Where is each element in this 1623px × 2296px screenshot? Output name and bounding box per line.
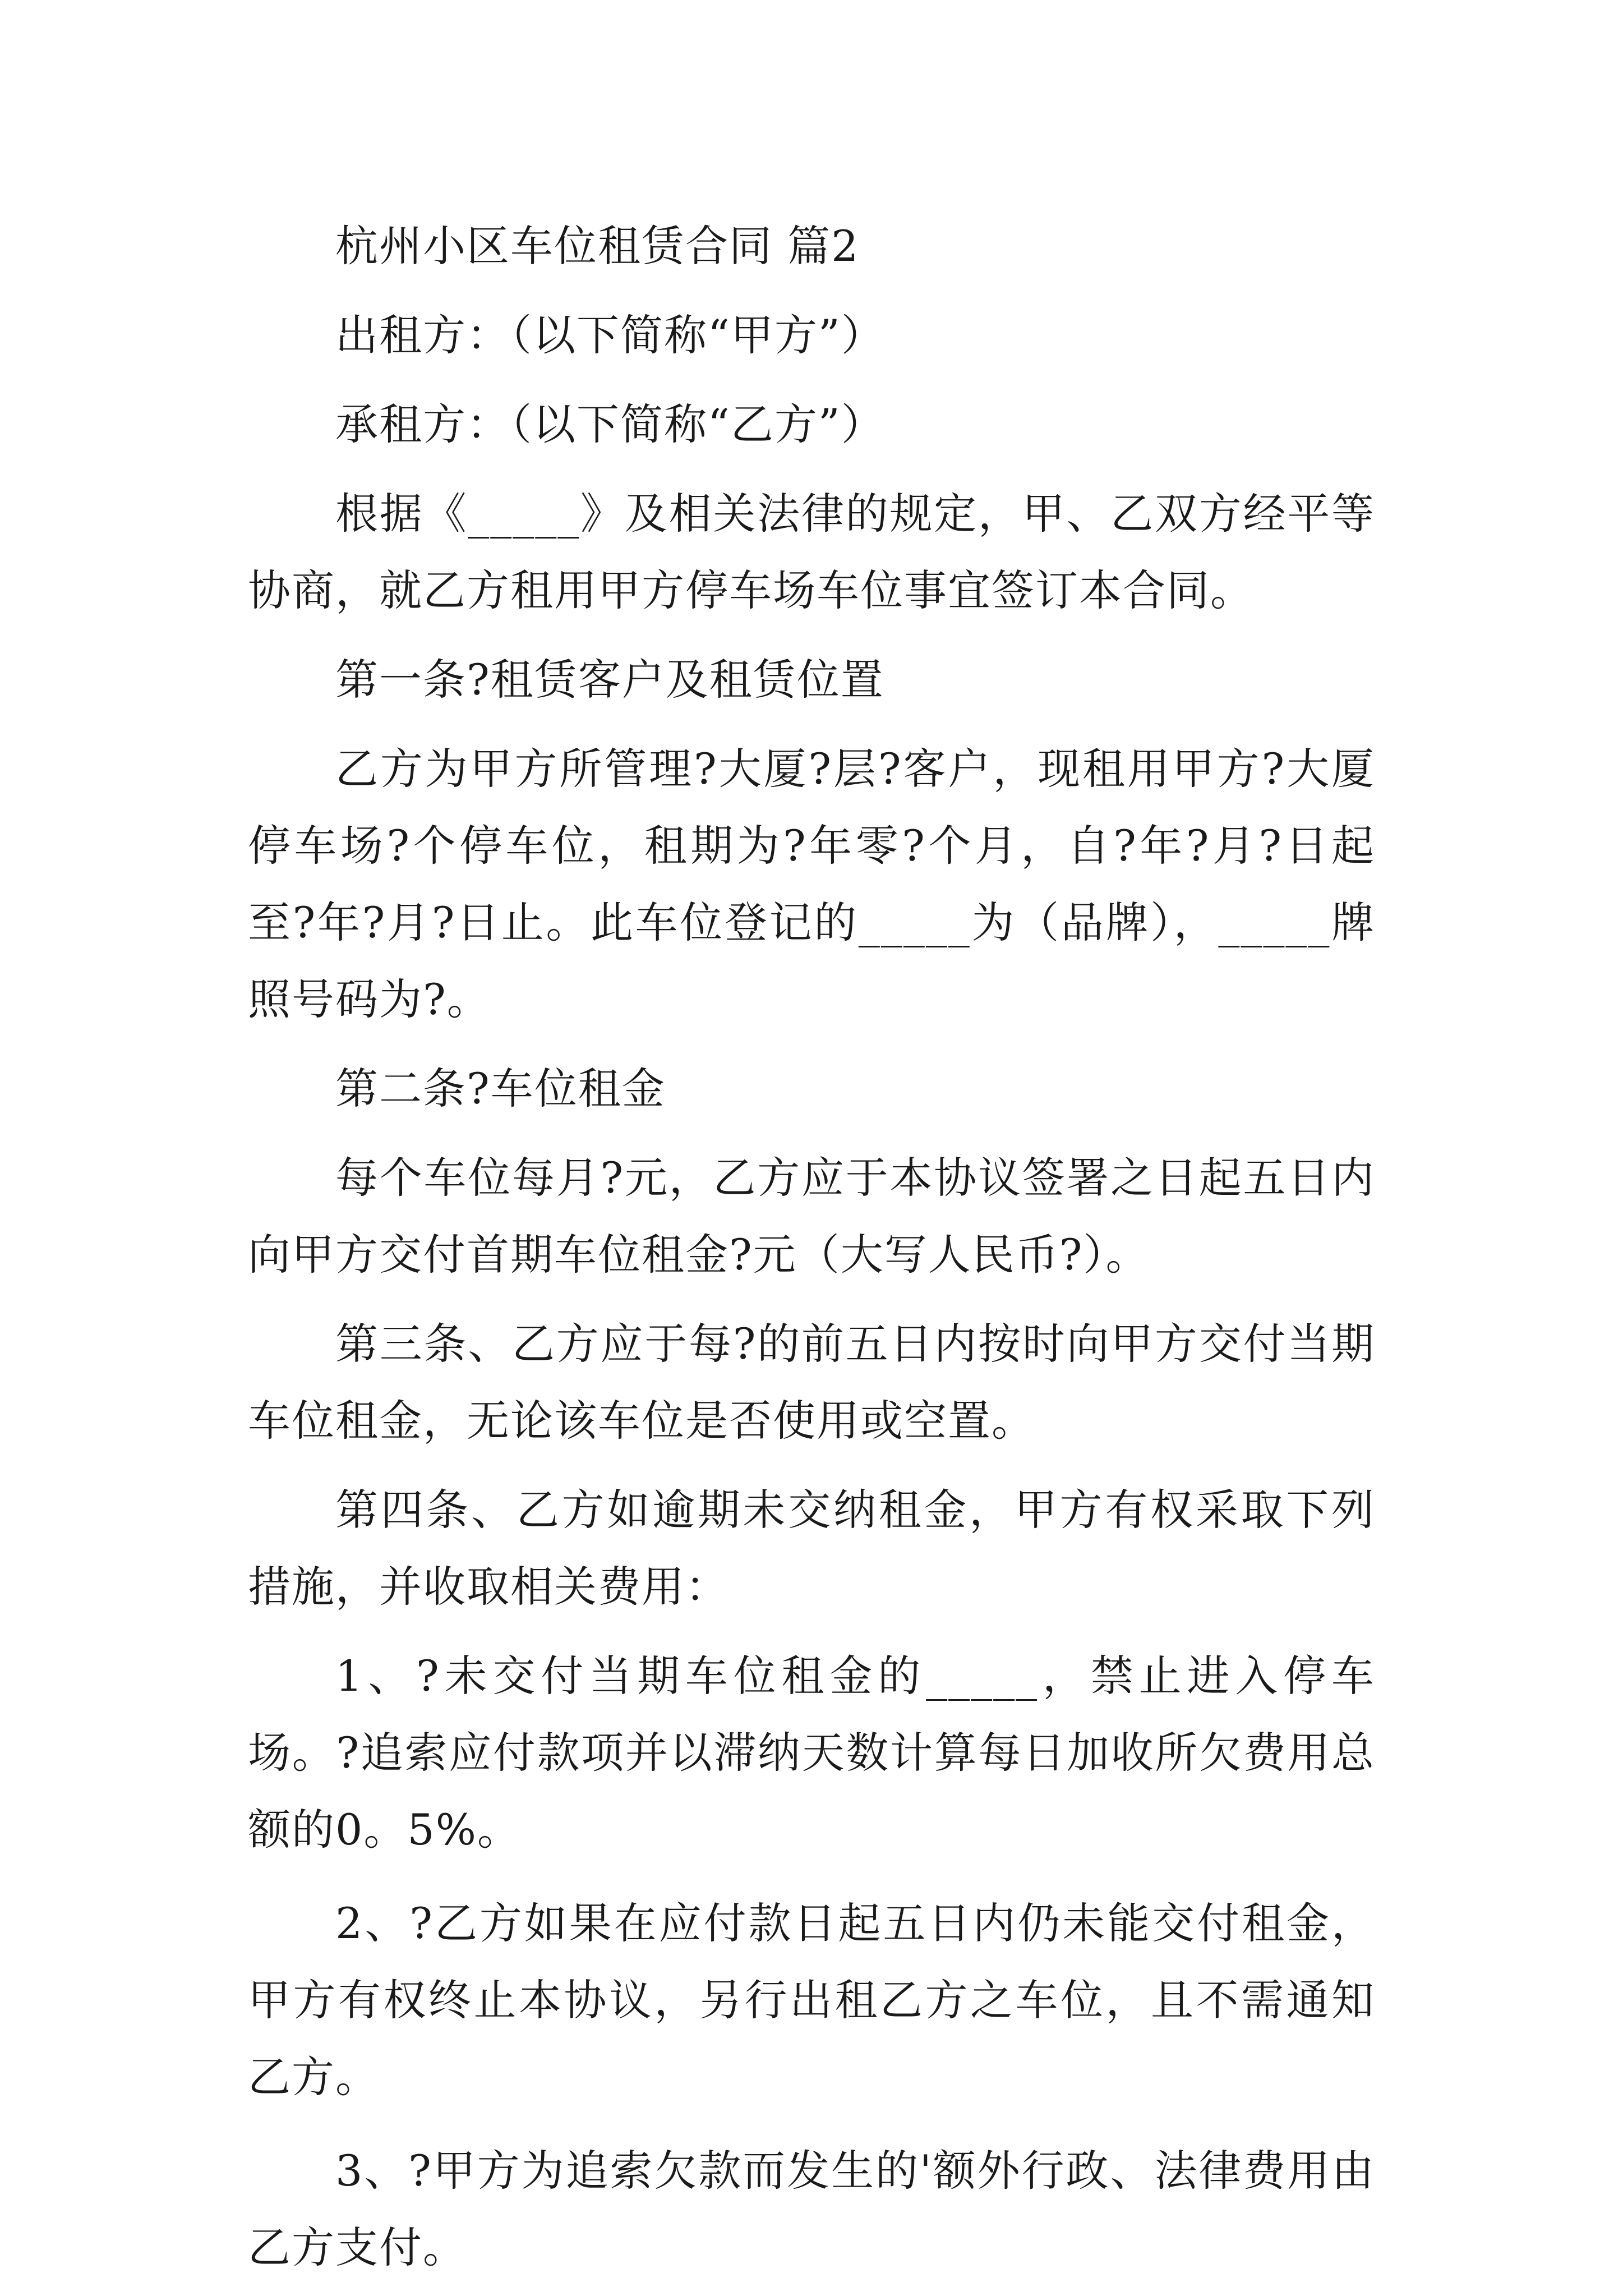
preamble-paragraph: 根据《_____》及相关法律的规定，甲、乙双方经平等协商，就乙方租用甲方停车场车位事宜签订本合同。 bbox=[248, 489, 1375, 615]
article4-paragraph: 第四条、乙方如逾期未交纳租金，甲方有权采取下列措施，并收取相关费用： bbox=[248, 1485, 1375, 1612]
article2-paragraph: 每个车位每月?元，乙方应于本协议签署之日起五日内向甲方交付首期车位租金?元（大写人民币?）。 bbox=[248, 1153, 1375, 1280]
lessee-line: 承租方：（以下简称“乙方”） bbox=[335, 399, 885, 449]
article2-heading: 第二条?车位租金 bbox=[335, 1064, 666, 1114]
document-page bbox=[248, 208, 1375, 2286]
article3-paragraph: 第三条、乙方应于每?的前五日内按时向甲方交付当期车位租金，无论该车位是否使用或空置。 bbox=[248, 1319, 1375, 1446]
article1-paragraph: 乙方为甲方所管理?大厦?层?客户，现租用甲方?大厦停车场?个停车位，租期为?年零?个月，自?年?月?日起至?年?月?日止。此车位登记的_____为（品牌），_____牌照号码为?。 bbox=[248, 744, 1375, 1024]
list-item-2: 2、?乙方如果在应付款日起五日内仍未能交付租金，甲方有权终止本协议，另行出租乙方之车位，且不需通知乙方。 bbox=[248, 1898, 1375, 2102]
list-item-1: 1、?未交付当期车位租金的_____，禁止进入停车场。?追索应付款项并以滞纳天数计算每日加收所欠费用总额的0。5%。 bbox=[248, 1651, 1375, 1855]
lessor-line: 出租方：（以下简称“甲方”） bbox=[335, 310, 885, 360]
list-item-3: 3、?甲方为追索欠款而发生的'额外行政、法律费用由乙方支付。 bbox=[248, 2146, 1375, 2272]
article1-heading: 第一条?租赁客户及租赁位置 bbox=[335, 655, 884, 705]
document-title: 杭州小区车位租赁合同 篇2 bbox=[335, 221, 860, 271]
